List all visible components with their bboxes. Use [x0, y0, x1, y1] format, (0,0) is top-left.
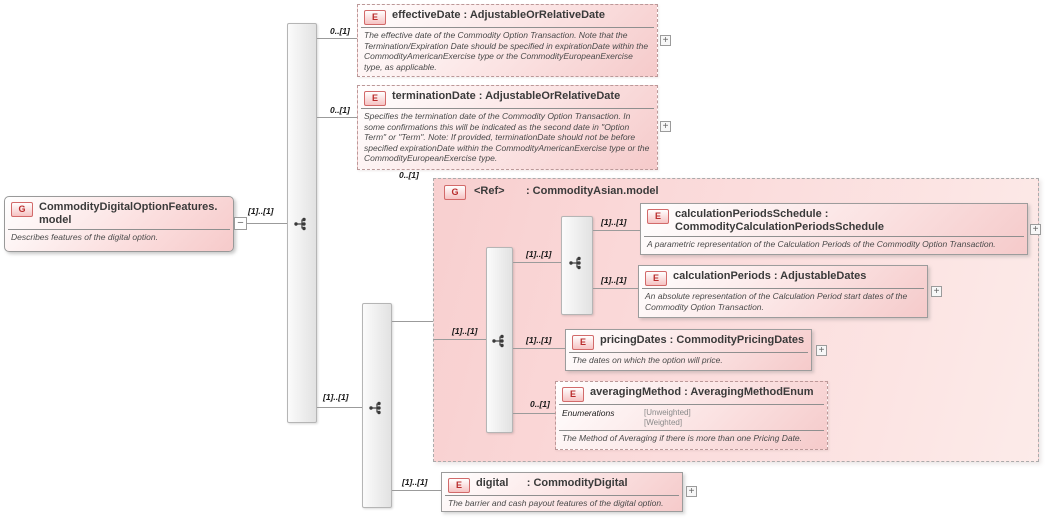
sequence-bar-inner [362, 303, 392, 508]
root-model-box[interactable] [4, 196, 234, 252]
group-title: <Ref> : CommodityAsian.model [474, 185, 659, 197]
element-title: pricingDates : CommodityPricingDates [600, 334, 805, 346]
enumerations-row [559, 404, 824, 430]
collapse-icon[interactable]: − [234, 217, 247, 230]
connector-line [513, 413, 555, 414]
connector-line [513, 262, 561, 263]
cardinality-label: [1]..[1] [452, 326, 478, 336]
sequence-bar-calc [561, 216, 593, 315]
expand-icon[interactable]: + [1030, 224, 1041, 235]
cardinality-label: [1]..[1] [601, 217, 627, 227]
expand-icon[interactable]: + [660, 121, 671, 132]
element-box-effectiveDate[interactable] [357, 4, 658, 77]
element-title: terminationDate : AdjustableOrRelativeDate [392, 90, 621, 102]
element-box-terminationDate[interactable] [357, 85, 658, 170]
element-icon: E [364, 91, 386, 106]
element-icon: E [645, 271, 667, 286]
cardinality-label: [1]..[1] [248, 206, 274, 216]
element-annotation: The barrier and cash payout features of the digital option. [445, 495, 679, 512]
cardinality-label: 0..[1] [330, 105, 350, 115]
element-title: calculationPeriodsSchedule : CommodityCalculationPeriodsSchedule [675, 208, 885, 233]
connector-line [392, 321, 433, 322]
enumeration-value: [Weighted] [644, 418, 683, 427]
element-title: effectiveDate : AdjustableOrRelativeDate [392, 9, 605, 21]
element-icon: E [572, 335, 594, 350]
cardinality-label: [1]..[1] [323, 392, 349, 402]
element-icon: E [647, 209, 669, 224]
cardinality-label: 0..[1] [399, 170, 419, 180]
element-annotation: An absolute representation of the Calculation Period start dates of the Commodity Option Transaction. [642, 288, 924, 315]
group-icon: G [11, 202, 33, 217]
connector-line [513, 348, 565, 349]
connector-line [317, 38, 357, 39]
expand-icon[interactable]: + [816, 345, 827, 356]
element-icon: E [448, 478, 470, 493]
connector-line [392, 490, 441, 491]
element-title: averagingMethod : AveragingMethodEnum [590, 386, 814, 398]
connector-line [247, 223, 287, 224]
connector-line [593, 230, 640, 231]
element-annotation: Specifies the termination date of the Commodity Option Transaction. In some confirmations this will be indicated as the second date in "Option Term" or "Term". Note: If provided, terminationDate should not be before specified expirationDate within the CommodityAmericanExercise type or the CommodityEuropeanExercise type. [361, 108, 654, 167]
element-annotation: The dates on which the option will price. [569, 352, 808, 369]
cardinality-label: [1]..[1] [601, 275, 627, 285]
element-box-averagingMethod[interactable] [555, 381, 828, 450]
connector-line [593, 288, 638, 289]
element-annotation: A parametric representation of the Calculation Periods of the Commodity Option Transaction. [644, 236, 1024, 253]
cardinality-label: [1]..[1] [526, 335, 552, 345]
sequence-icon [293, 217, 311, 231]
cardinality-label: 0..[1] [530, 399, 550, 409]
element-box-calculationPeriodsSchedule[interactable] [640, 203, 1028, 255]
sequence-bar-main [287, 23, 317, 423]
element-box-calculationPeriods[interactable] [638, 265, 928, 318]
connector-line [317, 117, 357, 118]
enumerations-label: Enumerations [562, 408, 615, 418]
cardinality-label: [1]..[1] [402, 477, 428, 487]
expand-icon[interactable]: + [931, 286, 942, 297]
element-title: calculationPeriods : AdjustableDates [673, 270, 867, 282]
element-box-pricingDates[interactable] [565, 329, 812, 371]
sequence-icon [368, 401, 386, 415]
cardinality-label: [1]..[1] [526, 249, 552, 259]
cardinality-label: 0..[1] [330, 26, 350, 36]
sequence-bar-asian [486, 247, 513, 433]
connector-line [433, 339, 486, 340]
sequence-icon [568, 256, 586, 270]
group-icon: G [444, 185, 466, 200]
connector-line [317, 407, 362, 408]
root-model-annotation: Describes features of the digital option. [8, 229, 230, 246]
element-box-digital[interactable] [441, 472, 683, 512]
expand-icon[interactable]: + [660, 35, 671, 46]
enumeration-values [644, 408, 691, 428]
sequence-icon [491, 334, 509, 348]
expand-icon[interactable]: + [686, 486, 697, 497]
enumeration-value: [Unweighted] [644, 408, 691, 417]
element-annotation: The Method of Averaging if there is more than one Pricing Date. [559, 430, 824, 447]
element-icon: E [364, 10, 386, 25]
element-annotation: The effective date of the Commodity Option Transaction. Note that the Termination/Expiration Date should be specified in expirationDate within the CommodityAmericanExercise type or the CommodityEuropeanExercise type, as applicable. [361, 27, 654, 75]
element-icon: E [562, 387, 584, 402]
element-title: digital : CommodityDigital [476, 477, 628, 489]
root-model-title: CommodityDigitalOptionFeatures.model [39, 201, 218, 226]
